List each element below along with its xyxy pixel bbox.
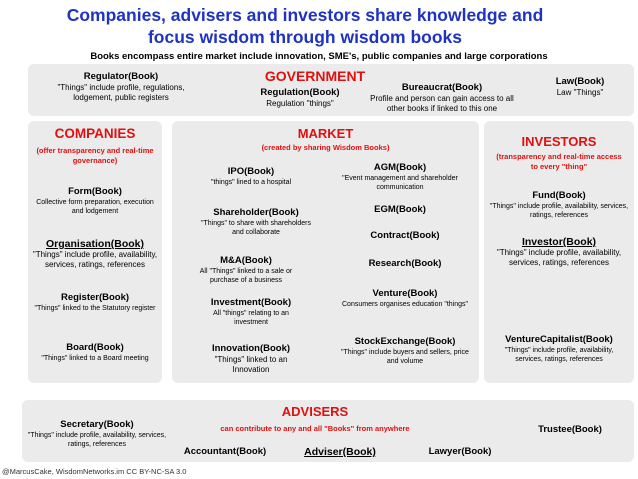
- agm-book[interactable]: [335, 162, 465, 192]
- ipo-book-desc: "things" lined to a hospital: [210, 179, 292, 186]
- title-line-2: focus wisdom through wisdom books: [147, 27, 463, 47]
- innovation-book[interactable]: [196, 343, 306, 375]
- page-title: [0, 4, 610, 48]
- investment-book-name: Investment(Book): [210, 297, 292, 308]
- register-book-desc: "Things" linked to the Statutory register: [34, 305, 156, 312]
- egm-book-name: EGM(Book): [374, 204, 426, 215]
- companies-subheading: (offer transparency and real-time governance): [36, 146, 154, 165]
- ma-book-name: M&A(Book): [220, 255, 272, 266]
- research-book[interactable]: [345, 258, 465, 270]
- bureaucrat-book[interactable]: [362, 82, 522, 114]
- venture-book[interactable]: [335, 288, 475, 309]
- market-subheading: (created by sharing Wisdom Books): [261, 143, 390, 152]
- fund-book[interactable]: [486, 190, 632, 220]
- innovation-book-desc: "Things" linked to an Innovation: [214, 355, 288, 374]
- agm-book-desc: "Event management and shareholder communication: [342, 175, 458, 191]
- advisers-heading: ADVISERS: [281, 404, 349, 419]
- register-book-name: Register(Book): [60, 292, 130, 303]
- lawyer-book[interactable]: [405, 446, 515, 458]
- stockexchange-book-name: StockExchange(Book): [354, 336, 456, 347]
- investor-book-desc: "Things" include profile, availability, services, ratings, references: [496, 248, 622, 267]
- organisation-book-name: Organisation(Book): [45, 238, 144, 250]
- egm-book[interactable]: [345, 204, 455, 216]
- secretary-book[interactable]: [22, 419, 172, 449]
- venture-book-name: Venture(Book): [372, 288, 438, 299]
- venture-book-desc: Consumers organises education "things": [342, 301, 468, 308]
- accountant-book[interactable]: [170, 446, 280, 458]
- regulator-book-desc: "Things" include profile, regulations, lodgement, public registers: [57, 83, 185, 102]
- license-credit: @MarcusCake, WisdomNetworks.im CC BY-NC-SA 3.0: [2, 467, 187, 476]
- shareholder-book-desc: "Things" to share with shareholders and collaborate: [200, 220, 312, 236]
- investors-subheading: (transparency and real-time access to every "thing": [496, 152, 622, 171]
- regulation-book-name: Regulation(Book): [260, 87, 340, 98]
- title-line-1: Companies, advisers and investors share knowledge and: [66, 5, 544, 25]
- lawyer-book-name: Lawyer(Book): [428, 446, 492, 457]
- shareholder-book[interactable]: [196, 207, 316, 237]
- advisers-subheading: can contribute to any and all "Books" from anywhere: [220, 424, 410, 433]
- contract-book-name: Contract(Book): [370, 230, 440, 241]
- form-book-name: Form(Book): [68, 186, 122, 197]
- regulation-book[interactable]: [245, 87, 355, 109]
- form-book[interactable]: [34, 186, 156, 216]
- board-book-name: Board(Book): [66, 342, 124, 353]
- law-book[interactable]: [530, 76, 630, 98]
- fund-book-desc: "Things" include profile, availability, services, ratings, references: [489, 203, 629, 219]
- venturecapitalist-book-name: VentureCapitalist(Book): [505, 334, 613, 345]
- regulator-book[interactable]: [40, 71, 202, 103]
- investors-heading: INVESTORS: [521, 134, 597, 149]
- shareholder-book-name: Shareholder(Book): [213, 207, 299, 218]
- research-book-name: Research(Book): [368, 258, 442, 269]
- companies-heading: COMPANIES: [54, 126, 136, 141]
- bureaucrat-book-desc: Profile and person can gain access to all other books if linked to this one: [370, 94, 514, 113]
- law-book-name: Law(Book): [555, 76, 605, 87]
- ma-book[interactable]: [196, 255, 296, 285]
- adviser-book[interactable]: [285, 446, 395, 458]
- investment-book-desc: All "things" relating to an investment: [213, 310, 289, 326]
- ma-book-desc: All "Things" linked to a sale or purchase of a business: [199, 268, 293, 284]
- stockexchange-book-desc: "Things" include buyers and sellers, price and volume: [341, 349, 469, 365]
- form-book-desc: Collective form preparation, execution and lodgement: [36, 199, 154, 215]
- trustee-book[interactable]: [520, 424, 620, 436]
- ipo-book[interactable]: [196, 166, 306, 187]
- agm-book-name: AGM(Book): [373, 162, 427, 173]
- board-book-desc: "Things" linked to a Board meeting: [41, 355, 149, 362]
- trustee-book-name: Trustee(Book): [538, 424, 602, 435]
- fund-book-name: Fund(Book): [532, 190, 586, 201]
- regulator-book-name: Regulator(Book): [83, 71, 159, 82]
- secretary-book-desc: "Things" include profile, availability, services, ratings, references: [27, 432, 167, 448]
- contract-book[interactable]: [345, 230, 465, 242]
- venturecapitalist-book-desc: "Things" include profile, availability, services, ratings, references: [504, 347, 614, 363]
- adviser-book-name: Adviser(Book): [304, 446, 376, 458]
- bureaucrat-book-name: Bureaucrat(Book): [401, 82, 483, 93]
- investment-book[interactable]: [196, 297, 306, 327]
- organisation-book[interactable]: [30, 238, 160, 270]
- secretary-book-name: Secretary(Book): [60, 419, 134, 430]
- market-heading: MARKET: [297, 126, 354, 141]
- subtitle: Books encompass entire market include innovation, SME's, public companies and large corporations: [90, 51, 548, 62]
- law-book-desc: Law "Things": [556, 88, 604, 97]
- venturecapitalist-book[interactable]: [490, 334, 628, 364]
- regulation-book-desc: Regulation "things": [266, 99, 334, 108]
- investor-book[interactable]: [490, 236, 628, 268]
- accountant-book-name: Accountant(Book): [183, 446, 267, 457]
- register-book[interactable]: [34, 292, 156, 313]
- stockexchange-book[interactable]: [335, 336, 475, 366]
- ipo-book-name: IPO(Book): [227, 166, 275, 177]
- government-heading: GOVERNMENT: [264, 68, 366, 84]
- innovation-book-name: Innovation(Book): [211, 343, 291, 354]
- board-book[interactable]: [30, 342, 160, 363]
- organisation-book-desc: "Things" include profile, availability, services, ratings, references: [32, 250, 158, 269]
- investor-book-name: Investor(Book): [521, 236, 597, 248]
